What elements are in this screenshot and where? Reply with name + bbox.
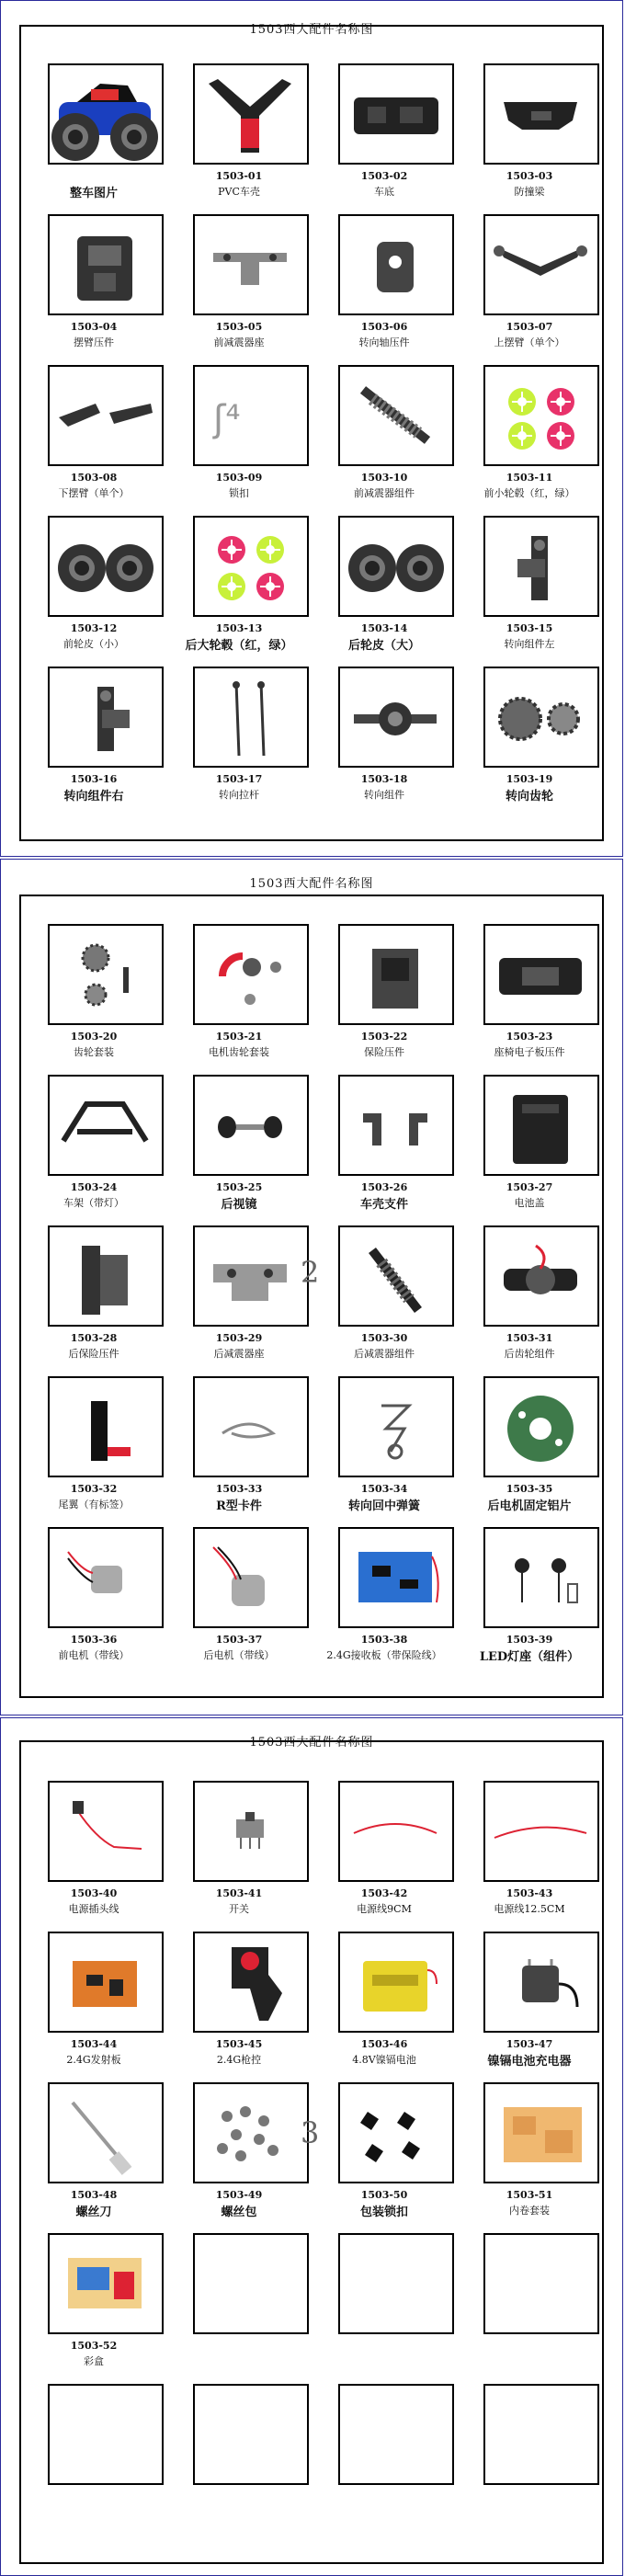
- board-press-icon: [485, 926, 597, 1023]
- tie-rod-icon: [195, 668, 307, 766]
- part-image-frame: [193, 667, 309, 768]
- part-name: 2.4G接收板（带保险线）: [326, 1649, 442, 1661]
- part-name: 螺丝包: [221, 2206, 257, 2219]
- part-code: 1503-20: [70, 1031, 118, 1043]
- part-code: 1503-07: [506, 321, 553, 333]
- steering-gear-icon: [485, 668, 597, 766]
- inner-pack-icon: [485, 2084, 597, 2182]
- part-name: 齿轮套装: [74, 1046, 114, 1058]
- part-name: 后保险压件: [68, 1348, 119, 1360]
- part-image-frame: [48, 667, 164, 768]
- part-code: 1503-52: [70, 2340, 118, 2352]
- part-code: 1503-21: [215, 1031, 263, 1043]
- arm-press-icon: [50, 216, 162, 313]
- part-cell: [466, 365, 593, 516]
- shock-absorber-icon: [340, 367, 452, 464]
- part-image-frame: [48, 63, 164, 165]
- part-image-frame: [193, 1225, 309, 1327]
- car-shell-icon: [195, 65, 307, 163]
- part-code: 1503-48: [70, 2189, 118, 2201]
- part-cell: [176, 2233, 302, 2384]
- parts-sheet-3: [0, 1717, 623, 2576]
- transmitter-board-icon: [50, 1933, 162, 2031]
- part-image-frame: [193, 1527, 309, 1628]
- part-image-frame: [338, 2082, 454, 2183]
- part-code: 1503-35: [506, 1483, 553, 1495]
- part-name: 座椅电子板压件: [494, 1046, 565, 1058]
- part-image-frame: [48, 1932, 164, 2033]
- chassis-icon: [340, 65, 452, 163]
- part-name: 开关: [229, 1903, 249, 1915]
- part-cell: [176, 214, 302, 365]
- part-image-frame: [483, 667, 599, 768]
- part-cell: [321, 2384, 448, 2535]
- part-code: 1503-02: [360, 170, 408, 182]
- part-name: 转向组件左: [504, 638, 555, 650]
- part-name: 转向齿轮: [505, 790, 553, 804]
- part-code: 1503-41: [215, 1887, 263, 1899]
- part-name: 彩盒: [84, 2355, 104, 2367]
- spring-icon: [340, 1378, 452, 1476]
- part-name: 整车图片: [69, 187, 118, 200]
- part-code: 1503-26: [360, 1181, 408, 1193]
- part-code: 1503-01: [215, 170, 263, 182]
- part-cell: [30, 1781, 157, 1932]
- part-code: 1503-17: [215, 773, 263, 785]
- part-cell: [466, 1376, 593, 1527]
- part-cell: [466, 2082, 593, 2233]
- part-code: 1503-46: [360, 2038, 408, 2050]
- part-code: 1503-37: [215, 1634, 263, 1646]
- part-cell: [176, 1075, 302, 1225]
- part-image-frame: [338, 667, 454, 768]
- lower-arm-icon: [50, 367, 162, 464]
- part-image-frame: [483, 516, 599, 617]
- part-cell: [466, 2384, 593, 2535]
- part-name: 后电机（带线）: [203, 1649, 275, 1661]
- steering-assembly-icon: [340, 668, 452, 766]
- plug-wire-icon: [50, 1783, 162, 1880]
- part-cell: [321, 2082, 448, 2233]
- part-image-frame: [338, 1527, 454, 1628]
- part-image-frame: [193, 924, 309, 1025]
- charger-icon: [485, 1933, 597, 2031]
- part-name: LED灯座（组件）: [479, 1650, 580, 1664]
- part-image-frame: [338, 63, 454, 165]
- spoiler-icon: [50, 1378, 162, 1476]
- part-name: 后视镜: [221, 1198, 257, 1212]
- part-code: 1503-08: [70, 472, 118, 484]
- lock-clip-icon: [195, 367, 307, 464]
- part-name: 后轮皮（大）: [347, 639, 420, 653]
- part-cell: [321, 214, 448, 365]
- part-name: 后减震器组件: [354, 1348, 415, 1360]
- part-name: 转向组件右: [63, 790, 124, 804]
- part-cell: [321, 63, 448, 214]
- part-image-frame: [48, 1781, 164, 1882]
- part-image-frame: [193, 1075, 309, 1176]
- part-image-frame: [483, 2384, 599, 2485]
- part-image-frame: [48, 365, 164, 466]
- part-cell: [176, 2082, 302, 2233]
- part-name: 下摆臂（单个）: [58, 487, 130, 499]
- part-code: 1503-04: [70, 321, 118, 333]
- part-image-frame: [338, 516, 454, 617]
- part-cell: [176, 1225, 302, 1376]
- part-code: 1503-50: [360, 2189, 408, 2201]
- part-cell: [321, 667, 448, 817]
- part-image-frame: [483, 924, 599, 1025]
- part-image-frame: [48, 1527, 164, 1628]
- part-cell: [30, 924, 157, 1075]
- part-image-frame: [338, 1376, 454, 1477]
- part-cell: [30, 1527, 157, 1678]
- part-cell: [176, 667, 302, 817]
- part-cell: [30, 2233, 157, 2384]
- part-name: 上摆臂（单个）: [494, 336, 565, 348]
- part-cell: [321, 1376, 448, 1527]
- part-image-frame: [193, 214, 309, 315]
- part-cell: [466, 924, 593, 1075]
- rear-gear-icon: [485, 1227, 597, 1325]
- part-image-frame: [483, 214, 599, 315]
- part-code: 1503-38: [360, 1634, 408, 1646]
- packaging-clip-icon: [340, 2084, 452, 2182]
- bumper-press-icon: [340, 926, 452, 1023]
- rear-shock-icon: [340, 1227, 452, 1325]
- part-name: 转向拉杆: [219, 789, 259, 801]
- part-name: 内卷套装: [509, 2205, 550, 2217]
- part-cell: [176, 924, 302, 1075]
- part-name: 4.8V镍镉电池: [352, 2054, 416, 2066]
- part-code: 1503-45: [215, 2038, 263, 2050]
- part-image-frame: [338, 1932, 454, 2033]
- part-cell: [321, 1932, 448, 2082]
- part-cell: [30, 1376, 157, 1527]
- part-name: 螺丝刀: [75, 2206, 112, 2219]
- receiver-board-icon: [340, 1529, 452, 1626]
- part-cell: [466, 516, 593, 667]
- part-name: 后大轮毂（红，绿）: [185, 639, 293, 653]
- part-cell: [466, 1075, 593, 1225]
- part-image-frame: [193, 1781, 309, 1882]
- part-name: 尾翼（有标签）: [58, 1499, 130, 1510]
- part-image-frame: [338, 2233, 454, 2334]
- part-name: 包装锁扣: [359, 2206, 408, 2219]
- part-name: 前小轮毂（红，绿）: [483, 487, 575, 499]
- page-number: 2: [301, 1255, 320, 1290]
- part-image-frame: [338, 1075, 454, 1176]
- part-cell: [321, 365, 448, 516]
- part-name: 后齿轮组件: [504, 1348, 555, 1360]
- part-image-frame: [48, 2233, 164, 2334]
- r-clip-icon: [195, 1378, 307, 1476]
- part-code: 1503-05: [215, 321, 263, 333]
- part-code: 1503-23: [506, 1031, 553, 1043]
- part-cell: [466, 214, 593, 365]
- part-name: 摆臂压件: [74, 336, 114, 348]
- part-name: 锁扣: [229, 487, 249, 499]
- part-code: 1503-10: [360, 472, 408, 484]
- part-code: 1503-19: [506, 773, 553, 785]
- sheet-title: 1503西大配件名称图: [249, 1736, 374, 1750]
- rear-bumper-press-icon: [50, 1227, 162, 1325]
- part-code: 1503-06: [360, 321, 408, 333]
- steering-right-icon: [50, 668, 162, 766]
- part-image-frame: [48, 2082, 164, 2183]
- part-cell: [176, 63, 302, 214]
- part-name: 前电机（带线）: [58, 1649, 130, 1661]
- part-cell: [176, 1932, 302, 2082]
- motor-plate-icon: [485, 1378, 597, 1476]
- part-code: 1503-49: [215, 2189, 263, 2201]
- part-image-frame: [193, 516, 309, 617]
- small-hub-icon: [485, 367, 597, 464]
- part-cell: [321, 1781, 448, 1932]
- part-cell: [321, 516, 448, 667]
- parts-grid: [30, 63, 593, 817]
- part-cell: [466, 1225, 593, 1376]
- rear-motor-icon: [195, 1529, 307, 1626]
- part-code: 1503-33: [215, 1483, 263, 1495]
- part-cell: [321, 1075, 448, 1225]
- part-code: 1503-29: [215, 1332, 263, 1344]
- part-image-frame: [483, 1527, 599, 1628]
- part-cell: [466, 1781, 593, 1932]
- part-name: 电源插头线: [68, 1903, 119, 1915]
- part-cell: [466, 1527, 593, 1678]
- part-name: 车壳支件: [359, 1198, 408, 1212]
- part-name: 前减震器座: [213, 336, 265, 348]
- steering-press-icon: [340, 216, 452, 313]
- steering-left-icon: [485, 518, 597, 615]
- part-image-frame: [483, 63, 599, 165]
- part-cell: [30, 667, 157, 817]
- part-code: 1503-44: [70, 2038, 118, 2050]
- part-image-frame: [48, 214, 164, 315]
- wire-9cm-icon: [340, 1783, 452, 1880]
- part-cell: [466, 2233, 593, 2384]
- part-name: 防撞梁: [514, 186, 545, 198]
- part-image-frame: [483, 1075, 599, 1176]
- part-image-frame: [338, 1225, 454, 1327]
- part-image-frame: [483, 1225, 599, 1327]
- part-image-frame: [483, 2082, 599, 2183]
- part-image-frame: [193, 1376, 309, 1477]
- part-cell: [30, 1932, 157, 2082]
- gear-set-icon: [50, 926, 162, 1023]
- part-name: 电源线9CM: [357, 1903, 412, 1915]
- part-cell: [176, 1781, 302, 1932]
- part-cell: [176, 1527, 302, 1678]
- part-code: 1503-40: [70, 1887, 118, 1899]
- wire-12cm-icon: [485, 1783, 597, 1880]
- screws-icon: [195, 2084, 307, 2182]
- part-code: 1503-25: [215, 1181, 263, 1193]
- part-name: 后电机固定铝片: [487, 1499, 572, 1513]
- switch-icon: [195, 1783, 307, 1880]
- part-cell: [30, 1075, 157, 1225]
- part-image-frame: [338, 365, 454, 466]
- part-cell: [321, 1527, 448, 1678]
- part-name: 电源线12.5CM: [494, 1903, 565, 1915]
- part-image-frame: [193, 63, 309, 165]
- part-cell: [30, 214, 157, 365]
- part-code: 1503-18: [360, 773, 408, 785]
- part-code: 1503-31: [506, 1332, 553, 1344]
- sheet-title: 1503西大配件名称图: [249, 23, 374, 37]
- part-code: 1503-24: [70, 1181, 118, 1193]
- svg-text:ʃ⁴: ʃ⁴: [213, 398, 241, 440]
- part-name: 转向回中弹簧: [347, 1499, 420, 1513]
- part-image-frame: [193, 2384, 309, 2485]
- part-code: 1503-13: [215, 622, 263, 634]
- part-code: 1503-30: [360, 1332, 408, 1344]
- part-image-frame: [48, 2384, 164, 2485]
- part-code: 1503-28: [70, 1332, 118, 1344]
- part-code: 1503-42: [360, 1887, 408, 1899]
- led-holder-icon: [485, 1529, 597, 1626]
- part-image-frame: [338, 1781, 454, 1882]
- part-image-frame: [193, 365, 309, 466]
- part-cell: [466, 667, 593, 817]
- part-name: 转向组件: [364, 789, 404, 801]
- part-name: 2.4G枪控: [216, 2054, 262, 2066]
- parts-grid: [30, 924, 593, 1678]
- part-name: R型卡件: [216, 1499, 262, 1513]
- part-code: 1503-03: [506, 170, 553, 182]
- part-code: 1503-47: [506, 2038, 553, 2050]
- part-name: 车底: [374, 186, 394, 198]
- part-cell: [176, 516, 302, 667]
- bumper-icon: [485, 65, 597, 163]
- upper-arm-icon: [485, 216, 597, 313]
- part-code: 1503-51: [506, 2189, 553, 2201]
- part-name: 保险压件: [364, 1046, 404, 1058]
- part-cell: [321, 924, 448, 1075]
- shell-support-icon: [340, 1077, 452, 1174]
- frame-icon: [50, 1077, 162, 1174]
- part-image-frame: [338, 214, 454, 315]
- mirror-icon: [195, 1077, 307, 1174]
- part-code: 1503-22: [360, 1031, 408, 1043]
- part-code: 1503-11: [506, 472, 553, 484]
- part-name: 电池盖: [514, 1197, 545, 1209]
- part-image-frame: [483, 2233, 599, 2334]
- screwdriver-icon: [50, 2084, 162, 2182]
- part-cell: [176, 1376, 302, 1527]
- part-image-frame: [193, 1932, 309, 2033]
- part-name: 镍镉电池充电器: [487, 2055, 572, 2069]
- part-image-frame: [483, 1932, 599, 2033]
- part-code: 1503-32: [70, 1483, 118, 1495]
- parts-grid: [30, 1781, 593, 2535]
- part-name: 后减震器座: [213, 1348, 265, 1360]
- part-cell: [30, 63, 157, 214]
- page-number: 3: [301, 2115, 320, 2150]
- part-image-frame: [338, 2384, 454, 2485]
- part-code: 1503-27: [506, 1181, 553, 1193]
- part-code: 1503-09: [215, 472, 263, 484]
- part-cell: [30, 1225, 157, 1376]
- part-code: 1503-14: [360, 622, 408, 634]
- part-name: 2.4G发射板: [66, 2054, 121, 2066]
- part-cell: [176, 2384, 302, 2535]
- rc-car-icon: [50, 65, 162, 163]
- part-cell: [30, 2082, 157, 2233]
- part-image-frame: [338, 924, 454, 1025]
- part-cell: [30, 2384, 157, 2535]
- part-image-frame: [48, 516, 164, 617]
- part-code: 1503-36: [70, 1634, 118, 1646]
- part-name: 车架（带灯）: [63, 1197, 124, 1209]
- parts-sheet-2: [0, 859, 623, 1715]
- part-image-frame: [193, 2233, 309, 2334]
- rear-tire-icon: [340, 518, 452, 615]
- part-name: 转向轴压件: [358, 336, 410, 348]
- big-hub-icon: [195, 518, 307, 615]
- part-code: 1503-16: [70, 773, 118, 785]
- front-tire-icon: [50, 518, 162, 615]
- battery-cover-icon: [485, 1077, 597, 1174]
- sheet-title: 1503西大配件名称图: [249, 877, 374, 891]
- part-cell: [30, 516, 157, 667]
- part-image-frame: [48, 1376, 164, 1477]
- parts-sheet-1: [0, 0, 623, 857]
- part-code: 1503-39: [506, 1634, 553, 1646]
- part-code: 1503-12: [70, 622, 118, 634]
- motor-gear-icon: [195, 926, 307, 1023]
- part-image-frame: [48, 924, 164, 1025]
- part-name: 前轮皮（小）: [63, 638, 124, 650]
- rear-shock-mount-icon: [195, 1227, 307, 1325]
- part-code: 1503-43: [506, 1887, 553, 1899]
- part-code: 1503-15: [506, 622, 553, 634]
- remote-control-icon: [195, 1933, 307, 2031]
- part-cell: [466, 63, 593, 214]
- part-image-frame: [193, 2082, 309, 2183]
- shock-mount-icon: [195, 216, 307, 313]
- color-box-icon: [50, 2235, 162, 2332]
- part-name: PVC车壳: [218, 186, 260, 198]
- part-image-frame: [483, 1781, 599, 1882]
- part-cell: [321, 1225, 448, 1376]
- part-cell: [30, 365, 157, 516]
- part-code: 1503-34: [360, 1483, 408, 1495]
- battery-icon: [340, 1933, 452, 2031]
- part-cell: [321, 2233, 448, 2384]
- part-image-frame: [483, 1376, 599, 1477]
- part-cell: [466, 1932, 593, 2082]
- part-image-frame: [48, 1225, 164, 1327]
- part-image-frame: [483, 365, 599, 466]
- part-name: 电机齿轮套装: [209, 1046, 269, 1058]
- part-cell: [176, 365, 302, 516]
- part-name: 前减震器组件: [354, 487, 415, 499]
- front-motor-icon: [50, 1529, 162, 1626]
- part-image-frame: [48, 1075, 164, 1176]
